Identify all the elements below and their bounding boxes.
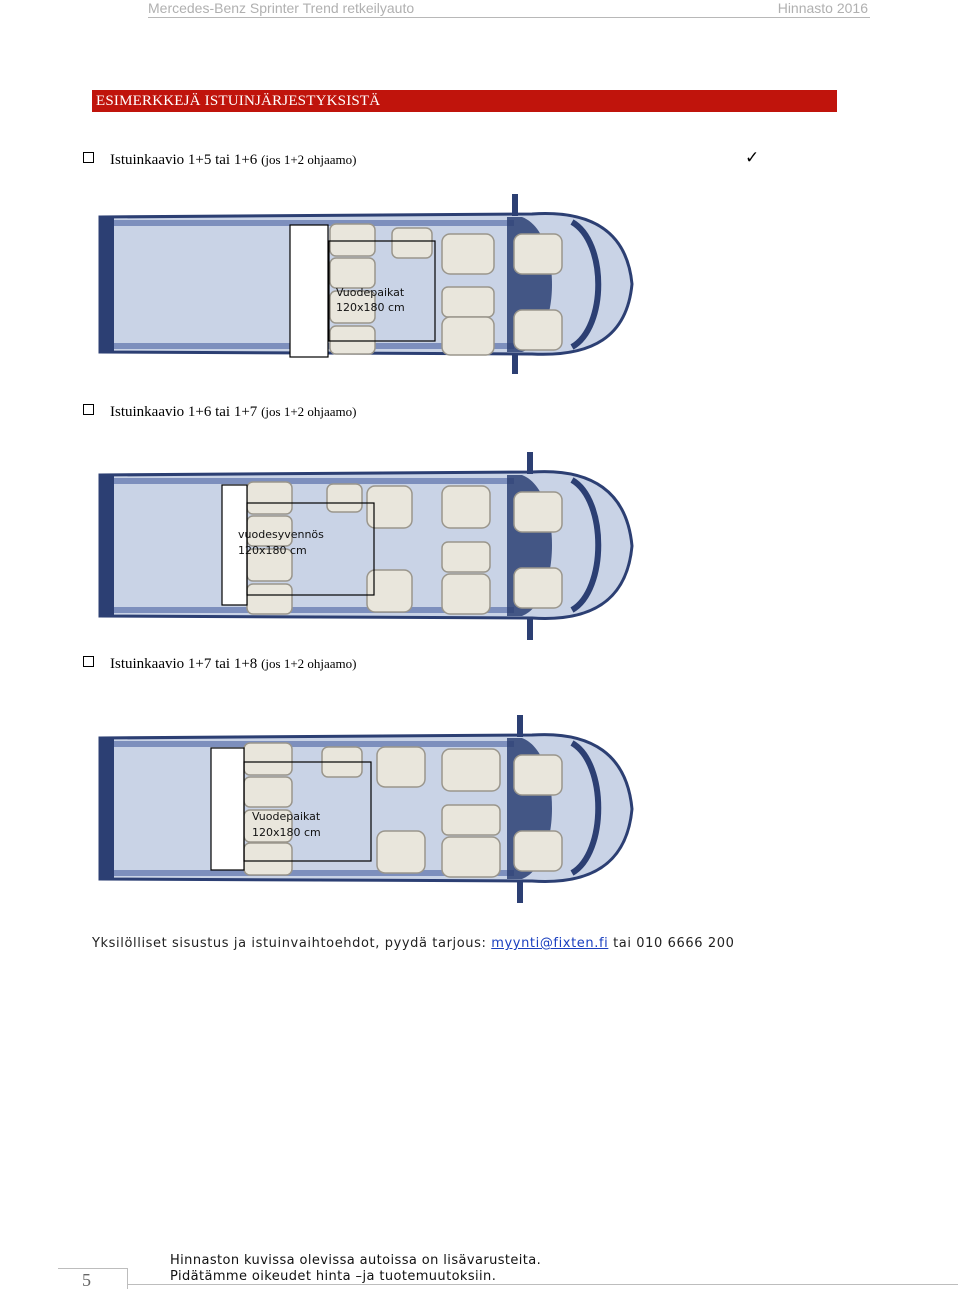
header-price-list: Hinnasto 2016 bbox=[777, 0, 868, 16]
header-title: Mercedes-Benz Sprinter Trend retkeilyauto bbox=[148, 0, 415, 16]
check-icon: ✓ bbox=[745, 148, 760, 168]
bed-label: Vuodepaikat bbox=[336, 286, 405, 299]
page-number-box bbox=[58, 1268, 128, 1289]
bed-size: 120x180 cm bbox=[238, 544, 307, 557]
footer-line-2: Pidätämme oikeudet hinta –ja tuotemuutoksiin. bbox=[170, 1269, 497, 1284]
footer-line-1: Hinnaston kuvissa olevissa autoissa on lisävarusteita. bbox=[170, 1253, 542, 1268]
checkbox[interactable] bbox=[83, 152, 94, 163]
option-note: (jos 1+2 ohjaamo) bbox=[261, 656, 357, 671]
contact-phone: tai 010 6666 200 bbox=[613, 936, 735, 951]
option-note: (jos 1+2 ohjaamo) bbox=[261, 404, 357, 419]
seat-option-3[interactable] bbox=[83, 655, 357, 673]
van-layout-2 bbox=[92, 450, 637, 642]
option-label: Istuinkaavio 1+7 tai 1+8 bbox=[110, 656, 258, 672]
option-note: (jos 1+2 ohjaamo) bbox=[261, 152, 357, 167]
van-body bbox=[100, 452, 632, 640]
page-header bbox=[148, 0, 870, 18]
van-layout-1 bbox=[92, 192, 637, 377]
bed-size: 120x180 cm bbox=[336, 301, 405, 314]
contact-line bbox=[92, 936, 734, 951]
footer-note bbox=[170, 1253, 541, 1285]
page-number: 5 bbox=[82, 1270, 91, 1290]
checkbox[interactable] bbox=[83, 404, 94, 415]
bed-size: 120x180 cm bbox=[252, 826, 321, 839]
bed-label: vuodesyvennös bbox=[238, 528, 324, 541]
van-layout-3 bbox=[92, 713, 637, 905]
email-link[interactable]: myynti@fixten.fi bbox=[491, 936, 609, 951]
bed-label: Vuodepaikat bbox=[252, 810, 321, 823]
option-label: Istuinkaavio 1+5 tai 1+6 bbox=[110, 152, 258, 168]
contact-text: Yksilölliset sisustus ja istuinvaihtoehdot, pyydä tarjous: bbox=[92, 936, 487, 951]
bed-area-side bbox=[290, 225, 328, 357]
seat-option-2[interactable] bbox=[83, 403, 357, 421]
option-label: Istuinkaavio 1+6 tai 1+7 bbox=[110, 404, 258, 420]
footer-divider bbox=[128, 1284, 958, 1285]
checkbox[interactable] bbox=[83, 656, 94, 667]
seat-option-1[interactable] bbox=[83, 151, 357, 169]
bed-area-side bbox=[211, 748, 244, 870]
van-body bbox=[100, 715, 632, 903]
section-title: ESIMERKKEJÄ ISTUINJÄRJESTYKSISTÄ bbox=[92, 90, 837, 112]
